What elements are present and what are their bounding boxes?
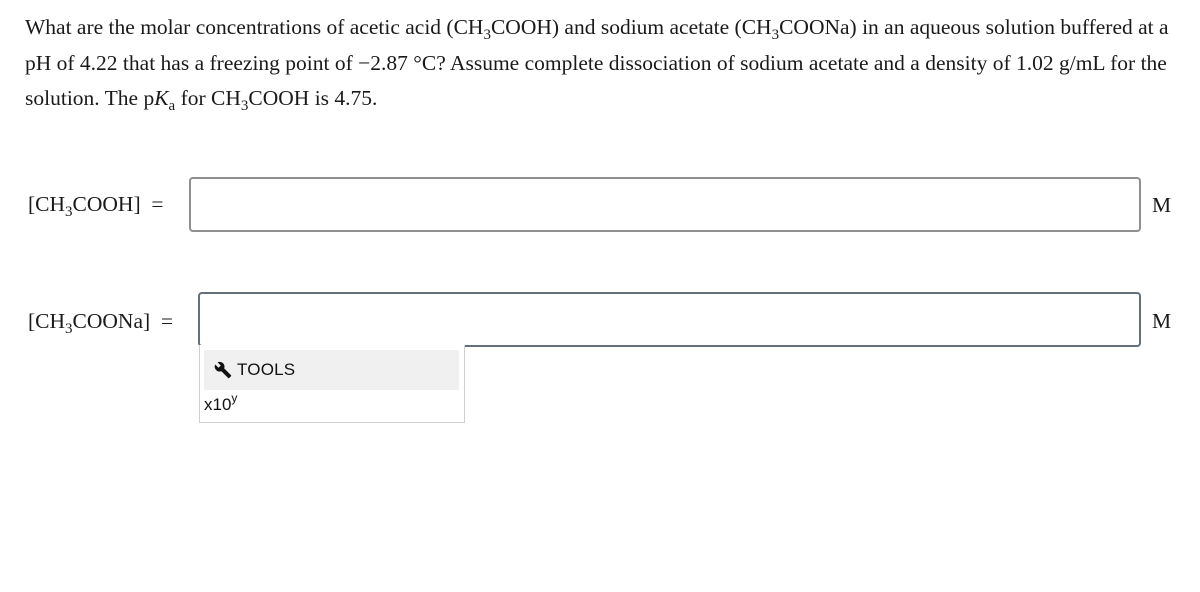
sodium-acetate-label	[28, 308, 174, 337]
question-text-part: COOH is 4.75.	[248, 86, 378, 110]
unit-label: M	[1152, 193, 1172, 217]
sci-base: x10	[204, 395, 232, 414]
sci-exponent: y	[231, 391, 238, 405]
question-text-part: COONa) in an aqueous solution buffered at a pH of 4.22 that has a freezing point of −2.87 °C? Assume complete dissociation of sodium acetate and a density of 1.02 g/mL for the solution. The p	[25, 15, 1169, 110]
tools-button[interactable]	[204, 350, 459, 390]
formula-text: COOH]	[72, 192, 141, 216]
wrench-icon	[214, 361, 232, 379]
question-text-part: COOH) and sodium acetate (CH	[490, 15, 772, 39]
subscript: 3	[65, 204, 73, 220]
acetic-acid-label	[28, 191, 164, 220]
formula-text: [CH	[28, 192, 66, 216]
subscript: 3	[483, 27, 491, 43]
ka-symbol: K	[154, 86, 169, 110]
tools-panel	[199, 345, 465, 423]
scientific-notation-button[interactable]	[204, 393, 237, 417]
equals-sign: =	[151, 192, 164, 216]
equals-sign: =	[160, 309, 174, 333]
acetic-acid-concentration-input[interactable]	[189, 177, 1141, 232]
subscript: 3	[240, 98, 249, 114]
subscript: a	[168, 98, 176, 114]
formula-text: [CH	[28, 309, 66, 333]
formula-text: COONa]	[72, 309, 151, 333]
tools-label: TOOLS	[237, 360, 296, 379]
question-text	[25, 10, 1185, 117]
question-text-part: for CH	[175, 86, 241, 110]
subscript: 3	[771, 27, 780, 43]
subscript: 3	[65, 321, 73, 337]
unit-label: M	[1152, 309, 1172, 333]
question-text-part: What are the molar concentrations of acetic acid (CH	[25, 15, 484, 39]
sodium-acetate-concentration-input[interactable]	[198, 292, 1141, 347]
